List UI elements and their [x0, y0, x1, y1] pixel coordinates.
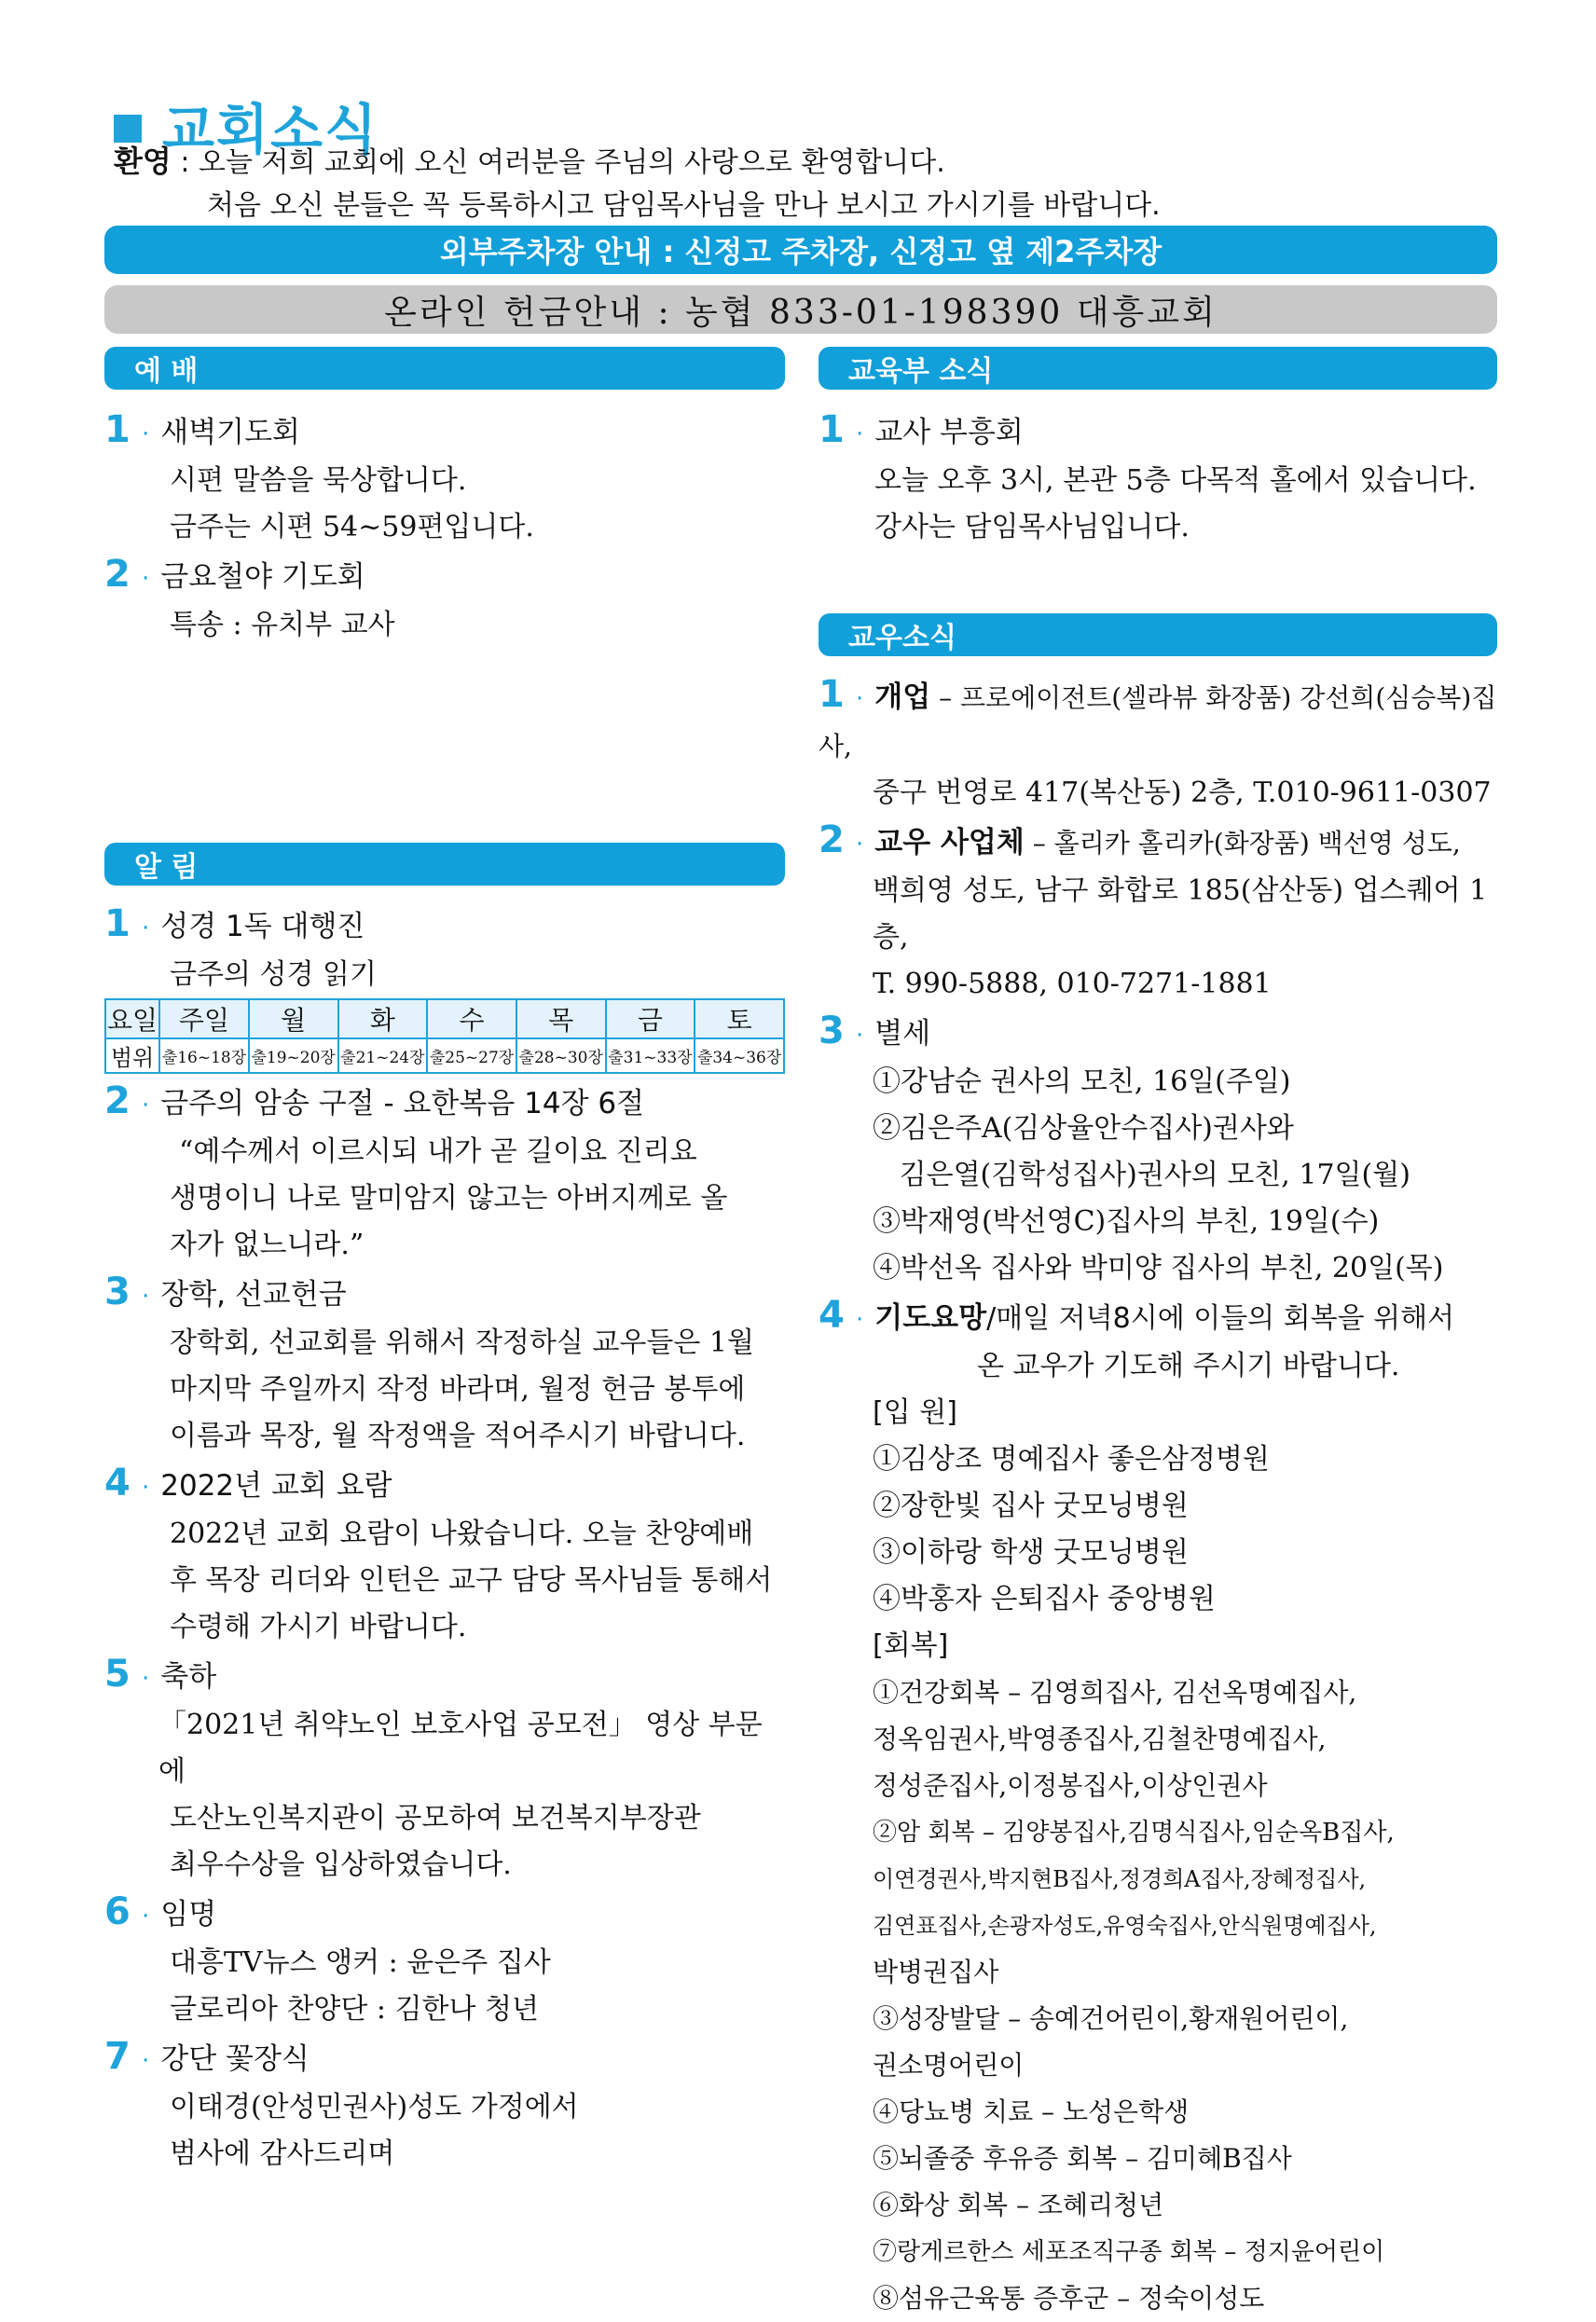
- recover-line: 정성준집사,이정봉집사,이상인권사: [873, 1770, 1268, 1801]
- table-cell: 출21~24장: [338, 1038, 428, 1073]
- members-item: 1 · 개업 – 프로에이전트(셀라뷰 화장품) 강선희(심승복)집사,: [819, 673, 1497, 762]
- recover-label: [회복]: [873, 1629, 949, 1662]
- recover-line: ⑥화상 회복 – 조혜리청년: [873, 2190, 1164, 2220]
- welcome-text: [114, 140, 1161, 227]
- notice-item: 5 · 축하: [104, 1653, 217, 1696]
- members-item: 3 · 별세: [819, 1010, 931, 1052]
- table-cell: 수: [427, 999, 516, 1038]
- notice-item: 3 · 장학, 선교헌금: [104, 1271, 347, 1313]
- recover-line: 이연경권사,박지현B집사,정경희A집사,장혜정집사,: [873, 1866, 1367, 1892]
- admit-line: ②장한빛 집사 굿모닝병원: [873, 1490, 1189, 1522]
- members-line: T. 990-5888, 010-7271-1881: [873, 968, 1272, 1000]
- welcome-line1: : 오늘 저희 교회에 오신 여러분을 주님의 사랑으로 환영합니다.: [171, 146, 945, 179]
- offering-banner: 온라인 헌금안내 : 농협 833-01-198390 대흥교회: [104, 285, 1497, 334]
- page-title: 교회소식: [162, 98, 379, 161]
- notice-line: 마지막 주일까지 작정 바라며, 월정 헌금 봉투에: [170, 1373, 746, 1406]
- notice-line: 장학회, 선교회를 위해서 작정하실 교우들은 1월: [170, 1326, 754, 1359]
- table-row: [105, 999, 784, 1038]
- worship-item: 1 · 새벽기도회: [104, 408, 300, 451]
- notice-item: 6 · 임명: [104, 1890, 217, 1933]
- table-row: [105, 1038, 784, 1073]
- table-cell: 월: [249, 999, 338, 1038]
- title-square-icon: [114, 115, 142, 143]
- recover-line: ②암 회복 – 김양봉집사,김명식집사,임순옥B집사,: [873, 1819, 1395, 1847]
- notice-line: 이태경(안성민권사)성도 가정에서: [170, 2091, 579, 2123]
- notice-item: 2 · 금주의 암송 구절 - 요한복음 14장 6절: [104, 1079, 645, 1122]
- notice-line: 「2021년 취약노인 보호사업 공모전」 영상 부문에: [158, 1709, 763, 1788]
- members-list: [819, 671, 1497, 2322]
- notice-line: 자가 없느니라.”: [170, 1229, 365, 1261]
- table-cell: 주일: [159, 999, 249, 1038]
- education-list: [819, 406, 1497, 551]
- notice-item: 7 · 강단 꽃장식: [104, 2035, 310, 2078]
- worship-line: 특송 : 유치부 교사: [170, 609, 395, 641]
- recover-line: ④당뇨병 치료 – 노성은학생: [873, 2096, 1190, 2127]
- table-cell: 출28~30장: [516, 1038, 606, 1073]
- members-line: 김은열(김학성집사)권사의 모친, 17일(월): [873, 1159, 1410, 1191]
- notice-item: 4 · 2022년 교회 요람: [104, 1462, 392, 1504]
- recover-line: 박병권집사: [873, 1957, 999, 1987]
- notice-line: 생명이니 나로 말미암지 않고는 아버지께로 올: [170, 1182, 728, 1215]
- worship-line: 시편 말씀을 묵상합니다.: [170, 464, 467, 497]
- welcome-line2: 처음 오신 분들은 꼭 등록하시고 담임목사님을 만나 보시고 가시기를 바랍니다.: [207, 189, 1161, 222]
- admit-line: ④박홍자 은퇴집사 중앙병원: [873, 1583, 1216, 1615]
- notice-line: 글로리아 찬양단 : 김한나 청년: [170, 1993, 540, 2026]
- admit-line: ①김상조 명예집사 좋은삼정병원: [873, 1443, 1270, 1476]
- bible-reading-table: [104, 998, 785, 1074]
- members-item: 2 · 교우 사업체 – 홀리카 홀리카(화장품) 백선영 성도,: [819, 818, 1461, 861]
- notice-line: “예수께서 이르시되 내가 곧 길이요 진리요: [179, 1135, 697, 1168]
- members-line: ④박선옥 집사와 박미양 집사의 부친, 20일(목): [873, 1252, 1444, 1285]
- notice-list: [104, 900, 785, 2178]
- education-line: 오늘 오후 3시, 본관 5층 다목적 홀에서 있습니다.: [874, 464, 1477, 497]
- table-cell: 출31~33장: [606, 1038, 695, 1073]
- table-cell: 요일: [105, 999, 159, 1038]
- notice-line: 최우수상을 입상하였습니다.: [170, 1848, 512, 1881]
- table-cell: 출34~36장: [695, 1038, 784, 1073]
- notice-line: 범사에 감사드리며: [170, 2137, 395, 2170]
- recover-line: 권소명어린이: [873, 2050, 1025, 2081]
- table-cell: 범위: [105, 1038, 159, 1073]
- worship-header: 예 배: [104, 347, 785, 390]
- members-item: 4 · 기도요망/매일 저녁8시에 이들의 회복을 위해서: [819, 1294, 1455, 1337]
- admit-line: ③이하랑 학생 굿모닝병원: [873, 1536, 1189, 1569]
- welcome-label: 환영: [114, 144, 172, 179]
- notice-item: 1 · 성경 1독 대행진: [104, 902, 365, 945]
- members-line: ②김은주A(김상율안수집사)권사와: [873, 1112, 1294, 1145]
- notice-header: 알 림: [104, 843, 785, 886]
- recover-line: 김연표집사,손광자성도,유영숙집사,안식원명예집사,: [873, 1913, 1377, 1939]
- recover-line: ⑦랑게르한스 세포조직구종 회복 – 정지윤어린이: [873, 2238, 1385, 2266]
- worship-item: 2 · 금요철야 기도회: [104, 553, 365, 596]
- notice-line: 수령해 가시기 바랍니다.: [170, 1611, 467, 1643]
- recover-line: ③성장발달 – 송예건어린이,황재원어린이,: [873, 2003, 1349, 2034]
- table-cell: 출19~20장: [249, 1038, 338, 1073]
- members-header: 교우소식: [819, 613, 1497, 656]
- recover-line: 정옥임권사,박영종집사,김철찬명예집사,: [873, 1724, 1327, 1754]
- members-line: ①강남순 권사의 모친, 16일(주일): [873, 1065, 1291, 1098]
- members-line: 중구 번영로 417(복산동) 2층, T.010-9611-0307: [873, 776, 1492, 809]
- table-cell: 금: [606, 999, 695, 1038]
- notice-line: 금주의 성경 읽기: [170, 958, 377, 991]
- recover-line: ⑤뇌졸중 후유증 회복 – 김미혜B집사: [873, 2143, 1292, 2174]
- table-cell: 출25~27장: [427, 1038, 516, 1073]
- table-cell: 목: [516, 999, 606, 1038]
- table-cell: 화: [338, 999, 428, 1038]
- worship-line: 금주는 시편 54~59편입니다.: [170, 511, 534, 543]
- education-line: 강사는 담임목사님입니다.: [874, 511, 1190, 543]
- table-cell: 출16~18장: [159, 1038, 249, 1073]
- recover-line: ⑧섬유근육통 증후군 – 정숙이성도: [873, 2283, 1265, 2314]
- admit-label: [입 원]: [873, 1396, 957, 1429]
- worship-list: [104, 406, 785, 649]
- members-line: 백희영 성도, 남구 화합로 185(삼산동) 업스퀘어 1층,: [873, 874, 1488, 954]
- members-line: 온 교우가 기도해 주시기 바랍니다.: [977, 1350, 1400, 1382]
- education-item: 1 · 교사 부흥회: [819, 408, 1024, 451]
- members-line: ③박재영(박선영C)집사의 부친, 19일(수): [873, 1205, 1380, 1238]
- education-header: 교육부 소식: [819, 347, 1497, 390]
- parking-banner: 외부주차장 안내 : 신정고 주차장, 신정고 옆 제2주차장: [104, 226, 1497, 274]
- notice-line: 대흥TV뉴스 앵커 : 윤은주 집사: [170, 1946, 551, 1979]
- notice-line: 후 목장 리더와 인턴은 교구 담당 목사님들 통해서: [170, 1564, 773, 1597]
- recover-line: ①건강회복 – 김영희집사, 김선옥명예집사,: [873, 1677, 1357, 1708]
- table-cell: 토: [695, 999, 784, 1038]
- notice-line: 도산노인복지관이 공모하여 보건복지부장관: [170, 1802, 701, 1834]
- notice-line: 2022년 교회 요람이 나왔습니다. 오늘 찬양예배: [170, 1518, 754, 1550]
- notice-line: 이름과 목장, 월 작정액을 적어주시기 바랍니다.: [170, 1420, 746, 1452]
